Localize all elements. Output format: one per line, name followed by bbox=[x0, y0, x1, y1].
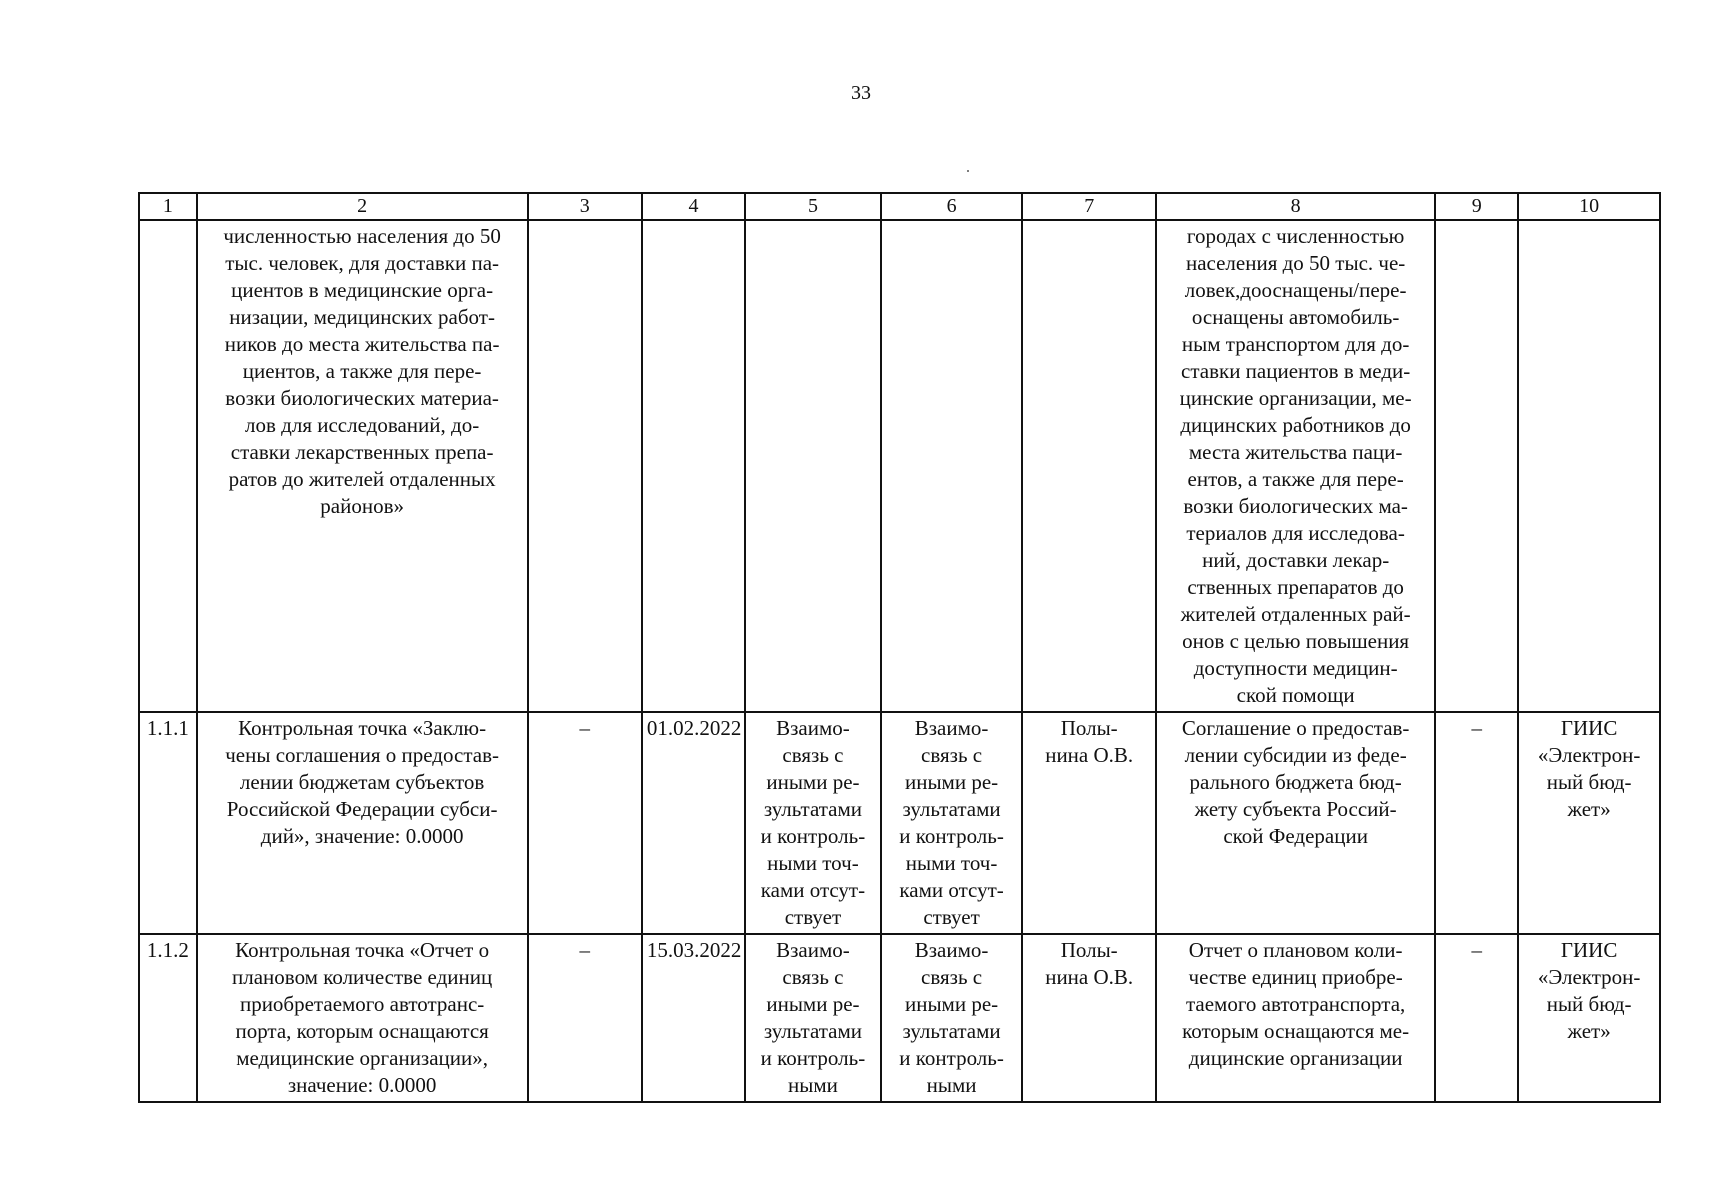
column-header-9: 9 bbox=[1435, 193, 1518, 220]
scan-speck bbox=[967, 170, 969, 172]
cell-col9: – bbox=[1435, 934, 1518, 1102]
cell-info-system: ГИИС «Электрон- ный бюд- жет» bbox=[1518, 934, 1660, 1102]
cell-end-date: 01.02.2022 bbox=[642, 712, 745, 934]
control-points-table bbox=[138, 192, 1661, 1103]
cell-end-date bbox=[642, 220, 745, 712]
cell-info-system: ГИИС «Электрон- ный бюд- жет» bbox=[1518, 712, 1660, 934]
column-header-6: 6 bbox=[881, 193, 1023, 220]
cell-number: 1.1.2 bbox=[139, 934, 197, 1102]
page-number: 33 bbox=[851, 82, 871, 104]
column-header-5: 5 bbox=[745, 193, 881, 220]
cell-result: Отчет о плановом коли- честве единиц приобре- таемого автотранспорта, которым оснащаются ме- дицинские организации bbox=[1156, 934, 1435, 1102]
table-row bbox=[139, 934, 1660, 1102]
column-header-2: 2 bbox=[197, 193, 528, 220]
cell-start-date bbox=[528, 220, 642, 712]
header-row bbox=[139, 193, 1660, 220]
column-header-3: 3 bbox=[528, 193, 642, 220]
column-header-10: 10 bbox=[1518, 193, 1660, 220]
cell-successors: Взаимо- связь с иными ре- зультатами и контроль- ными точ- ками отсут- ствует bbox=[881, 712, 1023, 934]
cell-info-system bbox=[1518, 220, 1660, 712]
cell-predecessors: Взаимо- связь с иными ре- зультатами и контроль- ными точ- ками отсут- ствует bbox=[745, 712, 881, 934]
cell-number bbox=[139, 220, 197, 712]
cell-responsible: Полы- нина О.В. bbox=[1022, 934, 1156, 1102]
cell-col9: – bbox=[1435, 712, 1518, 934]
cell-start-date: – bbox=[528, 712, 642, 934]
cell-name: численностью населения до 50 тыс. человек, для доставки па- циентов в медицинские орга- низации, медицинских работ- ников до места жительства па- циентов, а также для пере- возки биологических материа- лов для исследований, до- ставки лекарственных препа- ратов до жителей отдаленных районов» bbox=[197, 220, 528, 712]
cell-successors bbox=[881, 220, 1023, 712]
cell-start-date: – bbox=[528, 934, 642, 1102]
cell-predecessors: Взаимо- связь с иными ре- зультатами и контроль- ными bbox=[745, 934, 881, 1102]
cell-col9 bbox=[1435, 220, 1518, 712]
cell-successors: Взаимо- связь с иными ре- зультатами и контроль- ными bbox=[881, 934, 1023, 1102]
column-header-8: 8 bbox=[1156, 193, 1435, 220]
column-header-4: 4 bbox=[642, 193, 745, 220]
cell-result: Соглашение о предостав- лении субсидии из феде- рального бюджета бюд- жету субъекта Россий- ской Федерации bbox=[1156, 712, 1435, 934]
cell-name: Контрольная точка «Отчет о плановом количестве единиц приобретаемого автотранс- порта, которым оснащаются медицинские организации», значение: 0.0000 bbox=[197, 934, 528, 1102]
cell-predecessors bbox=[745, 220, 881, 712]
cell-number: 1.1.1 bbox=[139, 712, 197, 934]
cell-result: городах с численностью населения до 50 тыс. че- ловек,дооснащены/пере- оснащены автомобиль- ным транспортом для до- ставки пациентов в меди- цинские организации, ме- дицинских работников до места жительства паци- ентов, а также для пере- возки биологических ма- териалов для исследова- ний, доставки лекар- ственных препаратов до жителей отдаленных рай- онов с целью повышения доступности медицин- ской помощи bbox=[1156, 220, 1435, 712]
cell-responsible: Полы- нина О.В. bbox=[1022, 712, 1156, 934]
cell-name: Контрольная точка «Заклю- чены соглашения о предостав- лении бюджетам субъектов Российской Федерации субси- дий», значение: 0.0000 bbox=[197, 712, 528, 934]
column-header-1: 1 bbox=[139, 193, 197, 220]
cell-end-date: 15.03.2022 bbox=[642, 934, 745, 1102]
table-row bbox=[139, 220, 1660, 712]
column-header-7: 7 bbox=[1022, 193, 1156, 220]
table-row bbox=[139, 712, 1660, 934]
cell-responsible bbox=[1022, 220, 1156, 712]
